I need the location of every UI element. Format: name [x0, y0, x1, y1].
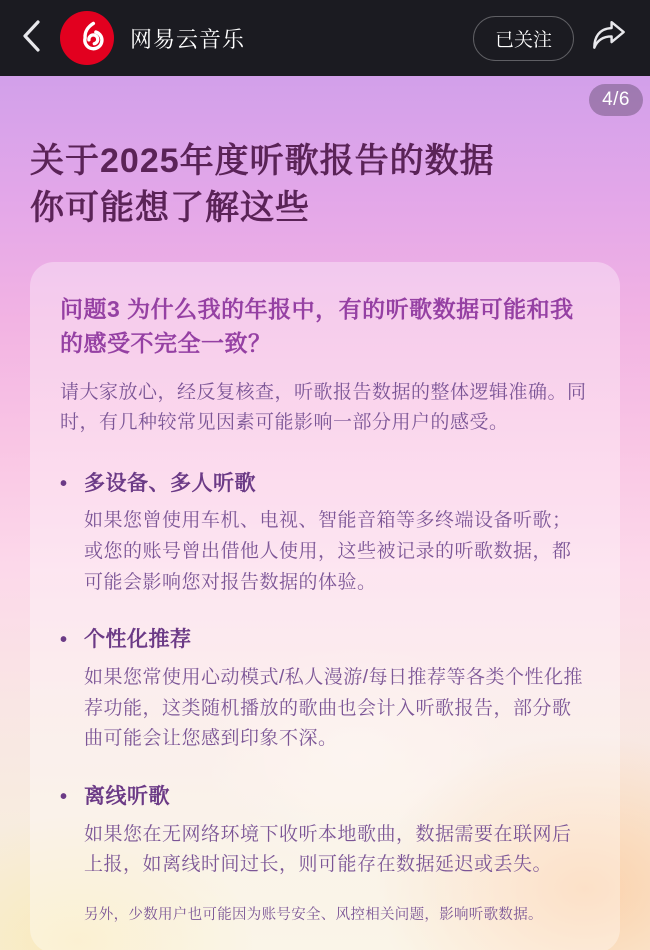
list-item: [60, 469, 590, 599]
report-faq-page: [0, 76, 650, 950]
reason-title: 个性化推荐: [84, 628, 192, 652]
bullet-icon: •: [60, 786, 68, 809]
page-title: [0, 76, 650, 232]
chevron-left-icon: [20, 19, 44, 58]
list-item: [60, 625, 590, 755]
page-title-line2: 你可能想了解这些: [30, 188, 310, 227]
question-title: 问题3 为什么我的年报中，有的听歌数据可能和我的感受不完全一致？: [60, 295, 574, 357]
netease-cloud-music-logo-icon[interactable]: [60, 11, 114, 65]
reason-body: 如果您在无网络环境下收听本地歌曲，数据需要在联网后上报，如离线时间过长，则可能存在数据延迟或丢失。: [84, 823, 572, 876]
reason-body: 如果您常使用心动模式/私人漫游/每日推荐等各类个性化推荐功能，这类随机播放的歌曲也会计入听歌报告，部分歌曲可能会让您感到印象不深。: [84, 666, 584, 750]
share-arrow-icon: [590, 18, 628, 59]
reason-list: [60, 469, 590, 881]
top-navbar: [0, 0, 650, 76]
page-counter-badge: 4/6: [589, 84, 643, 116]
followed-button[interactable]: 已关注: [473, 16, 574, 61]
intro-paragraph: 请大家放心，经反复核查，听歌报告数据的整体逻辑准确。同时，有几种较常见因素可能影响一部分用户的感受。: [60, 381, 587, 434]
bullet-icon: •: [60, 629, 68, 652]
account-title[interactable]: 网易云音乐: [130, 26, 246, 52]
back-button[interactable]: [12, 14, 52, 62]
bullet-icon: •: [60, 472, 68, 495]
page-title-line1: 关于2025年度听歌报告的数据: [30, 142, 495, 180]
footnote-text: 另外，少数用户也可能因为账号安全、风控相关问题，影响听歌数据。: [84, 907, 543, 924]
reason-title: 离线听歌: [84, 785, 170, 809]
share-button[interactable]: [586, 14, 632, 62]
faq-card: [30, 262, 620, 950]
reason-body: 如果您曾使用车机、电视、智能音箱等多终端设备听歌；或您的账号曾出借他人使用，这些被记录的听歌数据，都可能会影响您对报告数据的体验。: [84, 510, 572, 593]
list-item: [60, 782, 590, 881]
reason-title: 多设备、多人听歌: [84, 471, 256, 495]
